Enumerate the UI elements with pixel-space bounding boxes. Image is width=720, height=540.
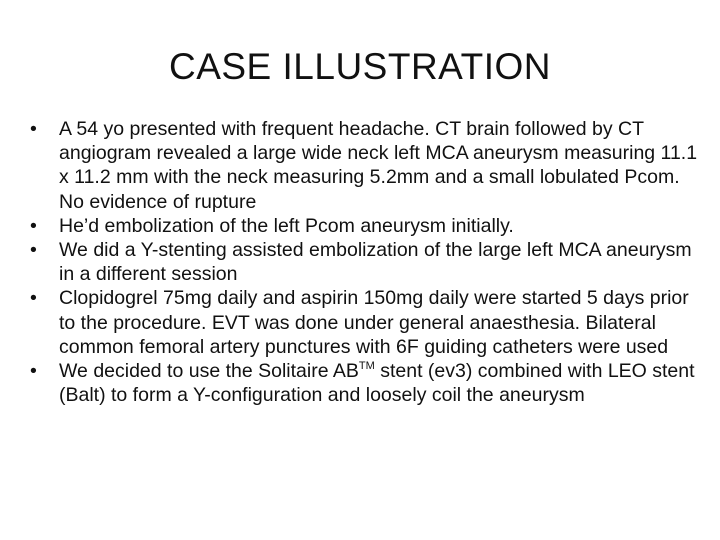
trademark-superscript: TM — [358, 359, 375, 372]
bullet-text: Clopidogrel 75mg daily and aspirin 150mg daily were started 5 days prior to the procedure. EVT was done under general anaesthesia. Bilateral common femoral artery punctures with 6F guiding catheters were used — [59, 287, 689, 358]
slide-title: CASE ILLUSTRATION — [168, 46, 551, 87]
bullet-icon: • — [30, 214, 37, 237]
list-item — [30, 359, 700, 407]
list-item — [30, 214, 700, 238]
bullet-text-part: We decided to use the Solitaire AB — [59, 360, 359, 383]
bullet-text: We did a Y-stenting assisted embolization of the large left MCA aneurysm in a different session — [59, 239, 692, 286]
bullet-text: He’d embolization of the left Pcom aneurysm initially. — [59, 214, 514, 237]
bullet-text: A 54 yo presented with frequent headache. CT brain followed by CT angiogram revealed a large wide neck left MCA aneurysm measuring 11.1 x 11.2 mm with the neck measuring 5.2mm and a small lobulated Pcom. No evidence of rupture — [59, 118, 698, 213]
list-item — [30, 286, 700, 359]
list-item — [30, 238, 700, 286]
bullet-text-part: stent (ev3) combined with LEO stent (Balt) to form a Y-configuration and loosely coil the aneurysm — [59, 360, 695, 407]
bullet-list — [30, 117, 700, 407]
bullet-icon: • — [30, 287, 37, 310]
bullet-icon: • — [30, 239, 37, 262]
list-item — [30, 117, 700, 214]
bullet-text — [59, 359, 700, 407]
bullet-icon: • — [30, 360, 37, 383]
bullet-icon: • — [30, 118, 37, 140]
